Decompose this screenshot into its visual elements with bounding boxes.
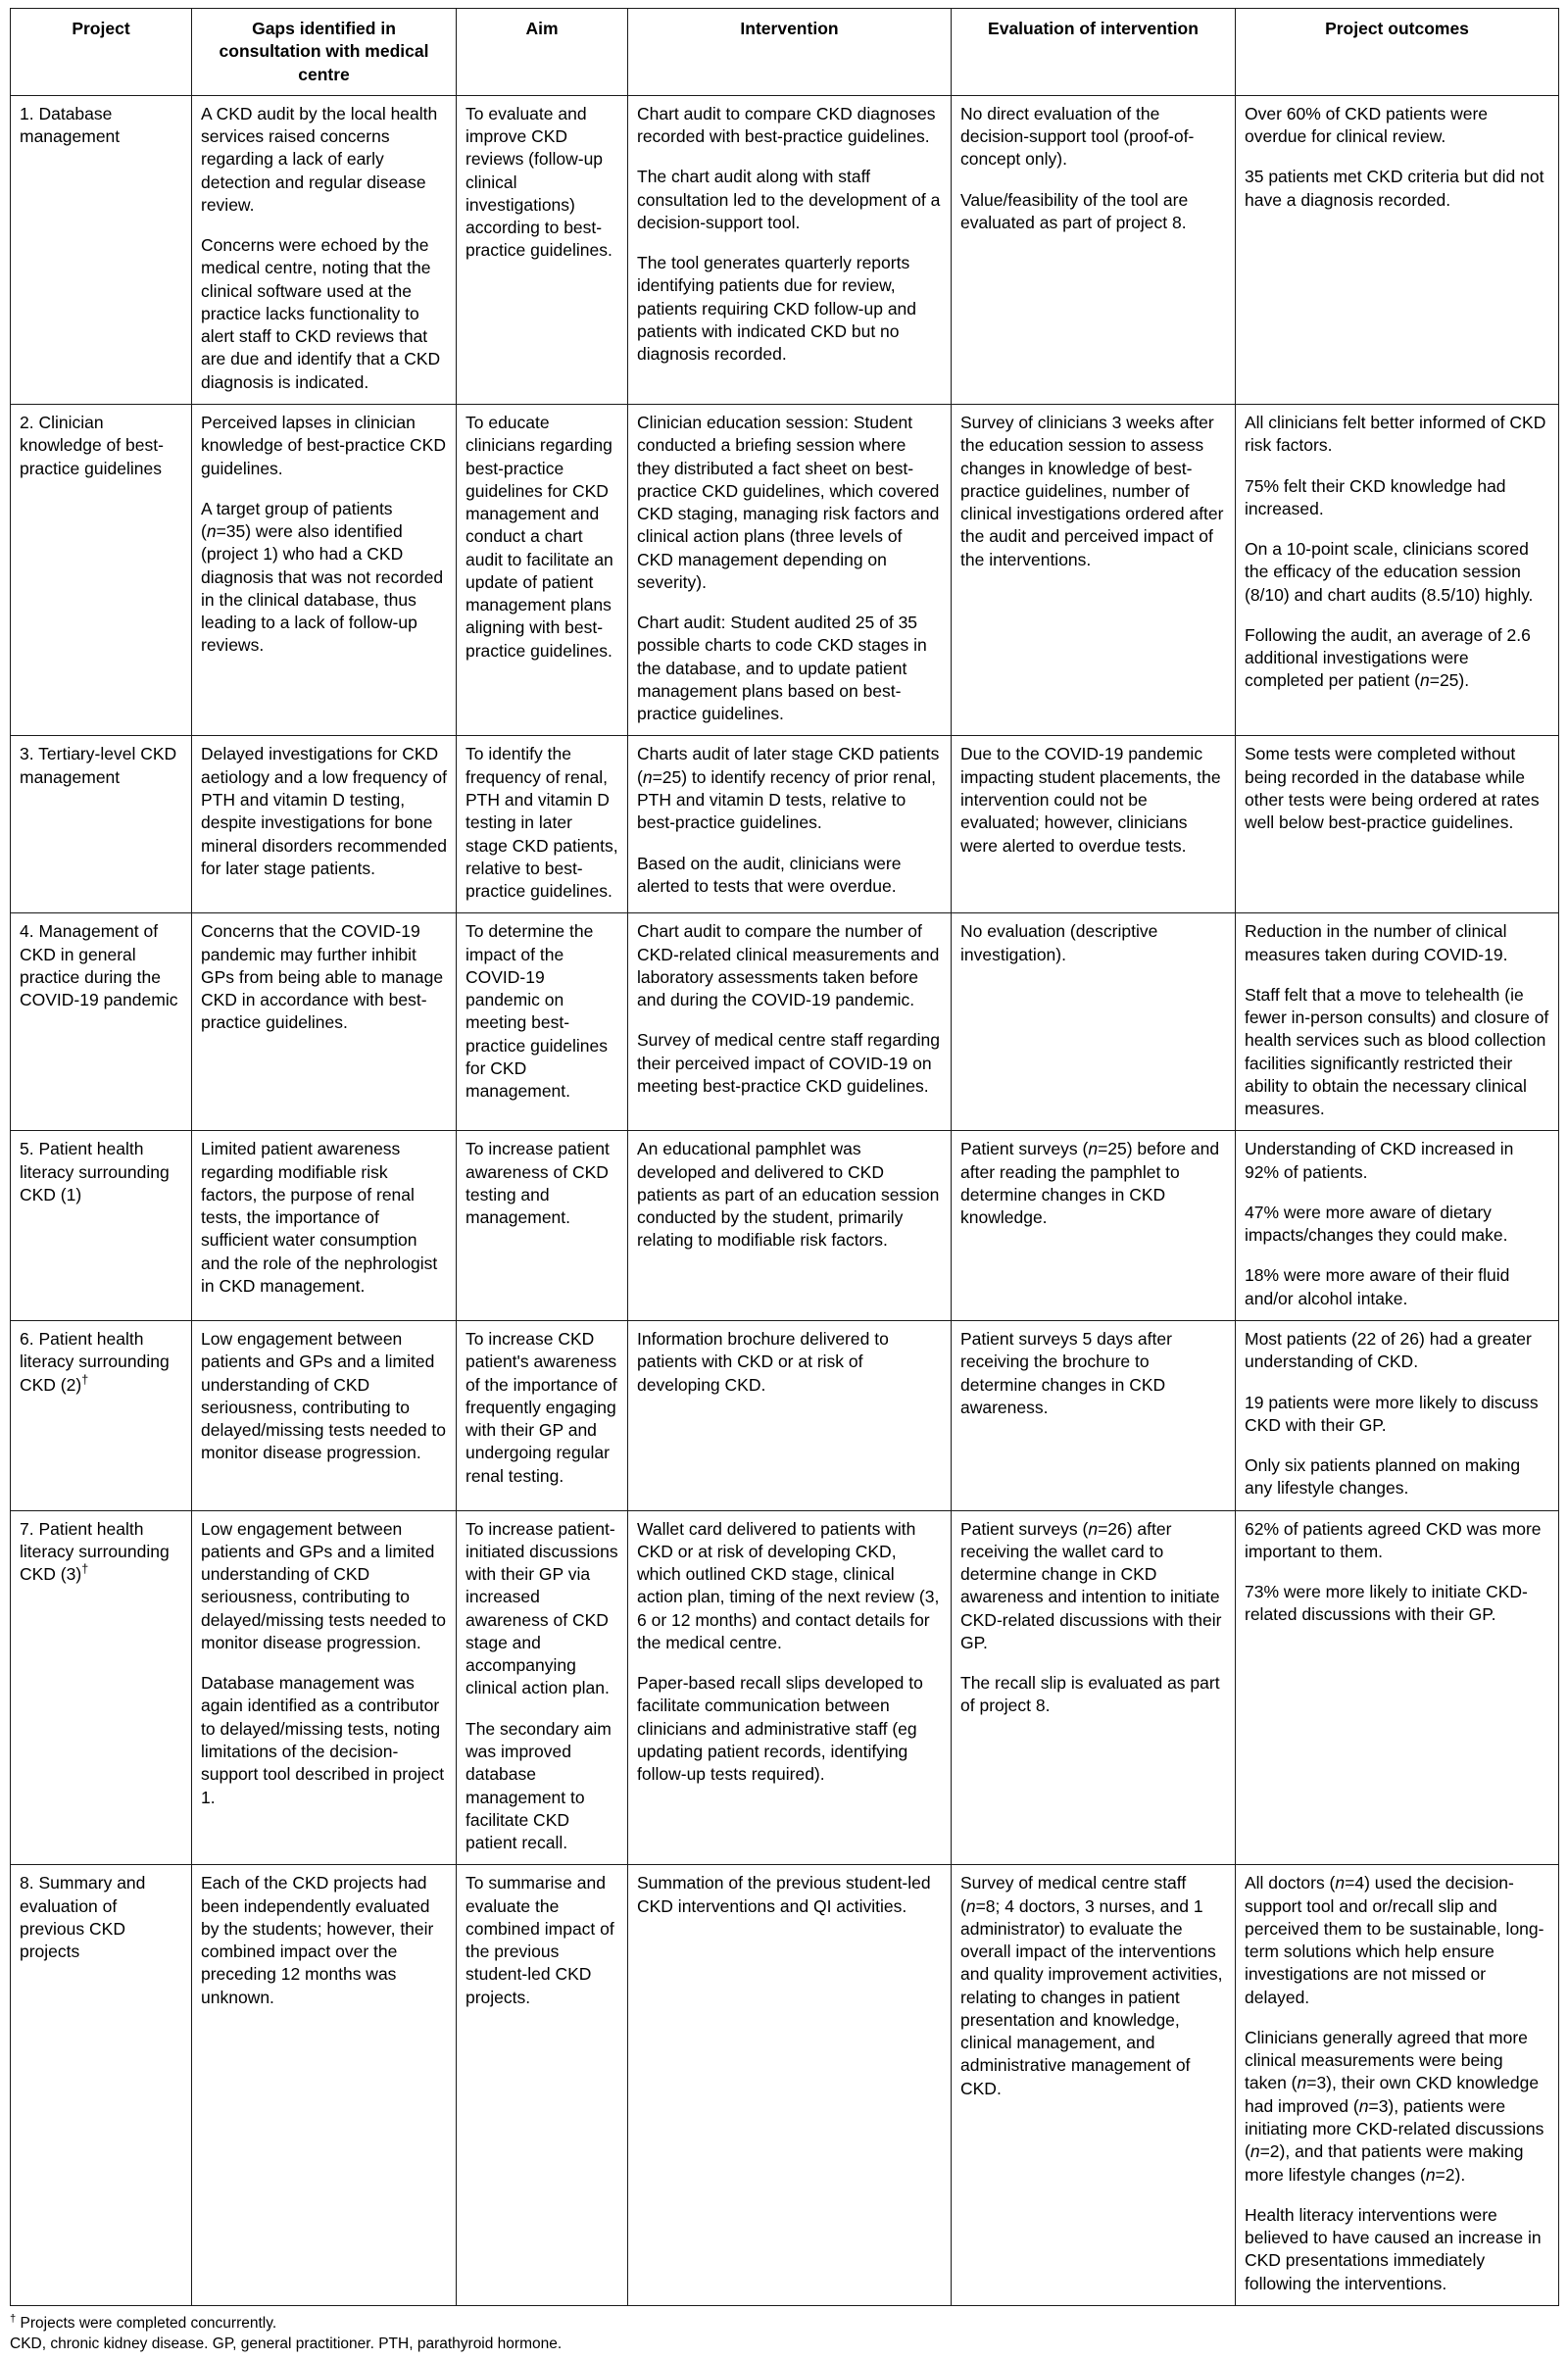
cell-aim-body	[466, 1518, 618, 1855]
footnote-line: † Projects were completed concurrently.	[10, 2312, 277, 2332]
cell-gaps-body	[201, 1518, 447, 1809]
cell-project	[11, 1321, 192, 1511]
cell-project-body	[20, 1138, 182, 1206]
cell-intervention-body	[637, 1872, 942, 1918]
paragraph: Limited patient awareness regarding modifiable risk factors, the purpose of renal tests, the importance of sufficient water consumption and the role of the nephrologist in CKD management.	[201, 1139, 438, 1297]
paragraph: The secondary aim was improved database management to facilitate CKD patient recall.	[466, 1718, 612, 1853]
cell-outcomes-body	[1245, 1328, 1549, 1500]
paragraph: To increase patient-initiated discussions with their GP via increased awareness of CKD stage and accompanying clinical action plan.	[466, 1518, 618, 1698]
cell-aim	[457, 1131, 628, 1321]
paragraph: Reduction in the number of clinical measures taken during COVID-19.	[1245, 921, 1508, 964]
table-header	[11, 9, 1559, 96]
paragraph: Paper-based recall slips developed to facilitate communication between clinicians and administrative staff (eg updating patient records, identifying follow-up tests required).	[637, 1673, 923, 1785]
paragraph: Wallet card delivered to patients with CKD or at risk of developing CKD, which outlined CKD stage, clinical action plan, timing of the next review (3, 6 or 12 months) and contact details for the medical centre.	[637, 1518, 940, 1652]
cell-evaluation-body	[960, 743, 1226, 857]
paragraph: Low engagement between patients and GPs and a limited understanding of CKD seriousness, contributing to delayed/missing tests needed to monitor disease progression.	[201, 1518, 447, 1652]
cell-evaluation	[952, 1131, 1236, 1321]
cell-project-body	[20, 743, 182, 789]
cell-evaluation-body	[960, 920, 1226, 966]
cell-outcomes	[1236, 95, 1559, 404]
cell-project	[11, 1510, 192, 1865]
paragraph: 8. Summary and evaluation of previous CKD projects	[20, 1873, 146, 1962]
paragraph: Due to the COVID-19 pandemic impacting student placements, the intervention could not be evaluated; however, clinicians were alerted to overdue tests.	[960, 744, 1221, 856]
paragraph: Charts audit of later stage CKD patients (n=25) to identify recency of prior renal, PTH and vitamin D tests, relative to best-practice guidelines.	[637, 744, 940, 833]
paragraph: A CKD audit by the local health services raised concerns regarding a lack of early detection and regular disease review.	[201, 103, 438, 215]
paragraph: Concerns were echoed by the medical centre, noting that the clinical software used at the practice lacks functionality to alert staff to CKD reviews that are due and identify that a CKD diagnosis is indicated.	[201, 235, 441, 392]
cell-evaluation-body	[960, 1138, 1226, 1229]
quality-improvement-projects-table	[10, 8, 1559, 2306]
paragraph: No direct evaluation of the decision-support tool (proof-of-concept only).	[960, 103, 1195, 170]
cell-gaps-body	[201, 743, 447, 880]
cell-aim	[457, 736, 628, 913]
paragraph: 4. Management of CKD in general practice during the COVID-19 pandemic	[20, 921, 178, 1010]
cell-project-body	[20, 103, 182, 149]
cell-aim	[457, 1321, 628, 1511]
paragraph: 7. Patient health literacy surrounding CKD (3)†	[20, 1518, 170, 1585]
paragraph: An educational pamphlet was developed and delivered to CKD patients as part of an education session conducted by the student, primarily relating to modifiable risk factors.	[637, 1139, 940, 1251]
paragraph: To increase patient awareness of CKD testing and management.	[466, 1139, 610, 1228]
paragraph: Based on the audit, clinicians were alerted to tests that were overdue.	[637, 853, 902, 896]
paragraph: To increase CKD patient's awareness of the importance of frequently engaging with their GP and undergoing regular renal testing.	[466, 1329, 617, 1486]
cell-intervention-body	[637, 1518, 942, 1787]
cell-intervention	[628, 404, 952, 735]
paragraph: Clinicians generally agreed that more clinical measurements were being taken (n=3), their own CKD knowledge had improved (n=3), patients were initiating more CKD-related discussions (n=2), and that patients were making more lifestyle changes (n=2).	[1245, 2027, 1544, 2185]
paragraph: Only six patients planned on making any lifestyle changes.	[1245, 1455, 1521, 1499]
paragraph: Patient surveys (n=26) after receiving the wallet card to determine change in CKD awareness and intention to initiate CKD-related discussions with their GP.	[960, 1518, 1222, 1652]
cell-gaps	[192, 1510, 457, 1865]
cell-aim	[457, 1865, 628, 2306]
table-row	[11, 404, 1559, 735]
paragraph: 47% were more aware of dietary impacts/changes they could make.	[1245, 1202, 1508, 1246]
cell-project	[11, 1131, 192, 1321]
cell-evaluation	[952, 1321, 1236, 1511]
cell-project	[11, 404, 192, 735]
cell-evaluation-body	[960, 412, 1226, 571]
cell-outcomes	[1236, 1865, 1559, 2306]
cell-evaluation-body	[960, 1328, 1226, 1419]
paragraph: 6. Patient health literacy surrounding CKD (2)†	[20, 1329, 170, 1395]
cell-intervention-body	[637, 743, 942, 898]
cell-evaluation	[952, 1510, 1236, 1865]
cell-aim-body	[466, 743, 618, 903]
cell-gaps	[192, 1865, 457, 2306]
table-header-row	[11, 9, 1559, 96]
cell-gaps	[192, 1321, 457, 1511]
table-row	[11, 1865, 1559, 2306]
cell-intervention	[628, 913, 952, 1131]
cell-outcomes	[1236, 913, 1559, 1131]
cell-intervention	[628, 1321, 952, 1511]
table-row	[11, 736, 1559, 913]
paragraph: To determine the impact of the COVID-19 pandemic on meeting best-practice guidelines for CKD management.	[466, 921, 608, 1102]
paragraph: Database management was again identified as a contributor to delayed/missing tests, noting limitations of the decision-support tool described in project 1.	[201, 1673, 445, 1807]
paragraph: To evaluate and improve CKD reviews (follow-up clinical investigations) according to best-practice guidelines.	[466, 103, 612, 261]
paragraph: 5. Patient health literacy surrounding CKD (1)	[20, 1139, 170, 1205]
cell-outcomes	[1236, 1321, 1559, 1511]
cell-aim-body	[466, 1328, 618, 1488]
table-row	[11, 913, 1559, 1131]
cell-evaluation	[952, 736, 1236, 913]
cell-project-body	[20, 412, 182, 480]
paragraph: The tool generates quarterly reports identifying patients due for review, patients requiring CKD follow-up and patients with indicated CKD but no diagnosis recorded.	[637, 253, 917, 365]
paragraph: Survey of medical centre staff (n=8; 4 doctors, 3 nurses, and 1 administrator) to evaluate the overall impact of the interventions and quality improvement activities, relating to changes in patient presentation and knowledge, clinical management, and administrative management of CKD.	[960, 1873, 1223, 2098]
cell-aim	[457, 95, 628, 404]
cell-intervention	[628, 1510, 952, 1865]
cell-aim	[457, 404, 628, 735]
cell-intervention	[628, 736, 952, 913]
table-row	[11, 1131, 1559, 1321]
paragraph: Each of the CKD projects had been independently evaluated by the students; however, their combined impact over the preceding 12 months was unknown.	[201, 1873, 434, 2007]
paragraph: Survey of clinicians 3 weeks after the education session to assess changes in knowledge of best-practice guidelines, number of clinical investigations ordered after the audit and perceived impact of the interventions.	[960, 412, 1224, 569]
paragraph: 62% of patients agreed CKD was more important to them.	[1245, 1518, 1542, 1561]
paragraph: Clinician education session: Student conducted a briefing session where they distributed a fact sheet on best-practice CKD guidelines, which covered CKD staging, managing risk factors and clinical action plans (three levels of CKD management depending on severity).	[637, 412, 940, 592]
paragraph: Information brochure delivered to patients with CKD or at risk of developing CKD.	[637, 1329, 889, 1395]
cell-outcomes-body	[1245, 743, 1549, 834]
cell-intervention	[628, 95, 952, 404]
cell-project	[11, 736, 192, 913]
cell-gaps	[192, 913, 457, 1131]
cell-outcomes-body	[1245, 1872, 1549, 2295]
cell-outcomes-body	[1245, 412, 1549, 693]
cell-evaluation	[952, 1865, 1236, 2306]
cell-aim-body	[466, 1872, 618, 2009]
paragraph: The recall slip is evaluated as part of project 8.	[960, 1673, 1220, 1716]
cell-project-body	[20, 1872, 182, 1963]
paragraph: To identify the frequency of renal, PTH and vitamin D testing in later stage CKD patients, relative to best-practice guidelines.	[466, 744, 618, 902]
cell-evaluation	[952, 404, 1236, 735]
paragraph: Perceived lapses in clinician knowledge of best-practice CKD guidelines.	[201, 412, 446, 478]
paragraph: Health literacy interventions were believed to have caused an increase in CKD presentations immediately following the interventions.	[1245, 2204, 1542, 2293]
table-row	[11, 95, 1559, 404]
paragraph: 2. Clinician knowledge of best-practice guidelines	[20, 412, 164, 478]
cell-intervention-body	[637, 412, 942, 725]
paragraph: Delayed investigations for CKD aetiology and a low frequency of PTH and vitamin D testing, despite investigations for bone mineral disorders recommended for later stage patients.	[201, 744, 447, 878]
cell-intervention	[628, 1131, 952, 1321]
paragraph: Survey of medical centre staff regarding their perceived impact of COVID-19 on meeting best-practice CKD guidelines.	[637, 1030, 941, 1096]
paragraph: Chart audit to compare the number of CKD-related clinical measurements and laboratory assessments taken before and during the COVID-19 pandemic.	[637, 921, 940, 1010]
paragraph: 1. Database management	[20, 103, 121, 147]
cell-gaps	[192, 404, 457, 735]
paragraph: To educate clinicians regarding best-practice guidelines for CKD management and conduct a chart audit to facilitate an update of patient management plans aligning with best-practice guidelines.	[466, 412, 613, 661]
paragraph: All clinicians felt better informed of CKD risk factors.	[1245, 412, 1546, 456]
cell-aim-body	[466, 103, 618, 263]
cell-gaps-body	[201, 1328, 447, 1465]
cell-evaluation-body	[960, 1872, 1226, 2100]
paragraph: Some tests were completed without being recorded in the database while other tests were being ordered at rates well below best-practice guidelines.	[1245, 744, 1540, 833]
cell-gaps	[192, 736, 457, 913]
paragraph: Summation of the previous student-led CKD interventions and QI activities.	[637, 1873, 931, 1916]
cell-aim	[457, 913, 628, 1131]
cell-project-body	[20, 1328, 182, 1397]
paragraph: 73% were more likely to initiate CKD-related discussions with their GP.	[1245, 1582, 1528, 1625]
cell-evaluation	[952, 95, 1236, 404]
cell-gaps-body	[201, 412, 447, 658]
cell-intervention-body	[637, 103, 942, 367]
paragraph: No evaluation (descriptive investigation).	[960, 921, 1158, 964]
cell-gaps	[192, 95, 457, 404]
cell-outcomes	[1236, 1510, 1559, 1865]
paragraph: 35 patients met CKD criteria but did not have a diagnosis recorded.	[1245, 167, 1544, 210]
cell-intervention-body	[637, 1328, 942, 1397]
cell-aim	[457, 1510, 628, 1865]
paragraph: Value/feasibility of the tool are evaluated as part of project 8.	[960, 189, 1189, 232]
cell-aim-body	[466, 412, 618, 663]
paragraph: Over 60% of CKD patients were overdue for clinical review.	[1245, 103, 1489, 147]
cell-project	[11, 95, 192, 404]
cell-evaluation-body	[960, 103, 1226, 234]
cell-gaps	[192, 1131, 457, 1321]
paragraph: Understanding of CKD increased in 92% of patients.	[1245, 1139, 1514, 1182]
column-header-intervention: Intervention	[628, 9, 952, 96]
cell-outcomes-body	[1245, 1138, 1549, 1310]
paragraph: The chart audit along with staff consultation led to the development of a decision-support tool.	[637, 167, 941, 232]
cell-outcomes	[1236, 404, 1559, 735]
cell-project	[11, 1865, 192, 2306]
column-header-aim: Aim	[457, 9, 628, 96]
paragraph: 19 patients were more likely to discuss CKD with their GP.	[1245, 1392, 1539, 1435]
paragraph: Patient surveys 5 days after receiving the brochure to determine changes in CKD awareness.	[960, 1329, 1172, 1417]
paragraph: Low engagement between patients and GPs and a limited understanding of CKD seriousness, contributing to delayed/missing tests needed to monitor disease progression.	[201, 1329, 447, 1463]
cell-project-body	[20, 920, 182, 1011]
cell-intervention-body	[637, 920, 942, 1098]
paragraph: 3. Tertiary-level CKD management	[20, 744, 177, 787]
cell-gaps-body	[201, 1138, 447, 1298]
paragraph: Most patients (22 of 26) had a greater understanding of CKD.	[1245, 1329, 1532, 1372]
cell-project-body	[20, 1518, 182, 1587]
column-header-project: Project	[11, 9, 192, 96]
cell-outcomes-body	[1245, 920, 1549, 1120]
paragraph: Staff felt that a move to telehealth (ie fewer in-person consults) and closure of health services such as blood collection facilities significantly restricted their ability to obtain the necessary clinical measures.	[1245, 984, 1549, 1119]
paragraph: To summarise and evaluate the combined impact of the previous student-led CKD projects.	[466, 1873, 614, 2007]
cell-outcomes	[1236, 736, 1559, 913]
paragraph: Following the audit, an average of 2.6 additional investigations were completed per patient (n=25).	[1245, 624, 1531, 691]
cell-gaps-body	[201, 103, 447, 394]
paragraph: Concerns that the COVID-19 pandemic may further inhibit GPs from being able to manage CKD in accordance with best-practice guidelines.	[201, 921, 444, 1033]
table-row	[11, 1510, 1559, 1865]
paragraph: Patient surveys (n=25) before and after reading the pamphlet to determine changes in CKD knowledge.	[960, 1139, 1220, 1228]
cell-intervention-body	[637, 1138, 942, 1252]
paragraph: All doctors (n=4) used the decision-support tool and or/recall slip and perceived them to be sustainable, long-term solutions which help ensure investigations are not missed or delayed.	[1245, 1873, 1544, 2007]
table-footnotes	[10, 2313, 1558, 2354]
column-header-evaluation: Evaluation of intervention	[952, 9, 1236, 96]
cell-aim-body	[466, 1138, 618, 1229]
cell-intervention	[628, 1865, 952, 2306]
cell-outcomes	[1236, 1131, 1559, 1321]
cell-outcomes-body	[1245, 103, 1549, 212]
cell-outcomes-body	[1245, 1518, 1549, 1627]
cell-project	[11, 913, 192, 1131]
column-header-outcomes: Project outcomes	[1236, 9, 1559, 96]
cell-evaluation-body	[960, 1518, 1226, 1718]
paragraph: A target group of patients (n=35) were also identified (project 1) who had a CKD diagnosis that was not recorded in the clinical database, thus leading to a lack of follow-up reviews.	[201, 498, 444, 656]
cell-gaps-body	[201, 1872, 447, 2009]
table-body	[11, 95, 1559, 2305]
paragraph: 18% were more aware of their fluid and/or alcohol intake.	[1245, 1265, 1510, 1308]
cell-aim-body	[466, 920, 618, 1103]
paragraph: On a 10-point scale, clinicians scored the efficacy of the education session (8/10) and chart audits (8.5/10) highly.	[1245, 539, 1534, 605]
paragraph: 75% felt their CKD knowledge had increased.	[1245, 475, 1506, 518]
paragraph: Chart audit: Student audited 25 of 35 possible charts to code CKD stages in the database, and to update patient management plans based on best-practice guidelines.	[637, 613, 927, 724]
column-header-gaps: Gaps identified in consultation with medical centre	[192, 9, 457, 96]
cell-gaps-body	[201, 920, 447, 1034]
paragraph: Chart audit to compare CKD diagnoses recorded with best-practice guidelines.	[637, 103, 936, 147]
footnote-line: CKD, chronic kidney disease. GP, general practitioner. PTH, parathyroid hormone.	[10, 2335, 563, 2352]
cell-evaluation	[952, 913, 1236, 1131]
table-row	[11, 1321, 1559, 1511]
